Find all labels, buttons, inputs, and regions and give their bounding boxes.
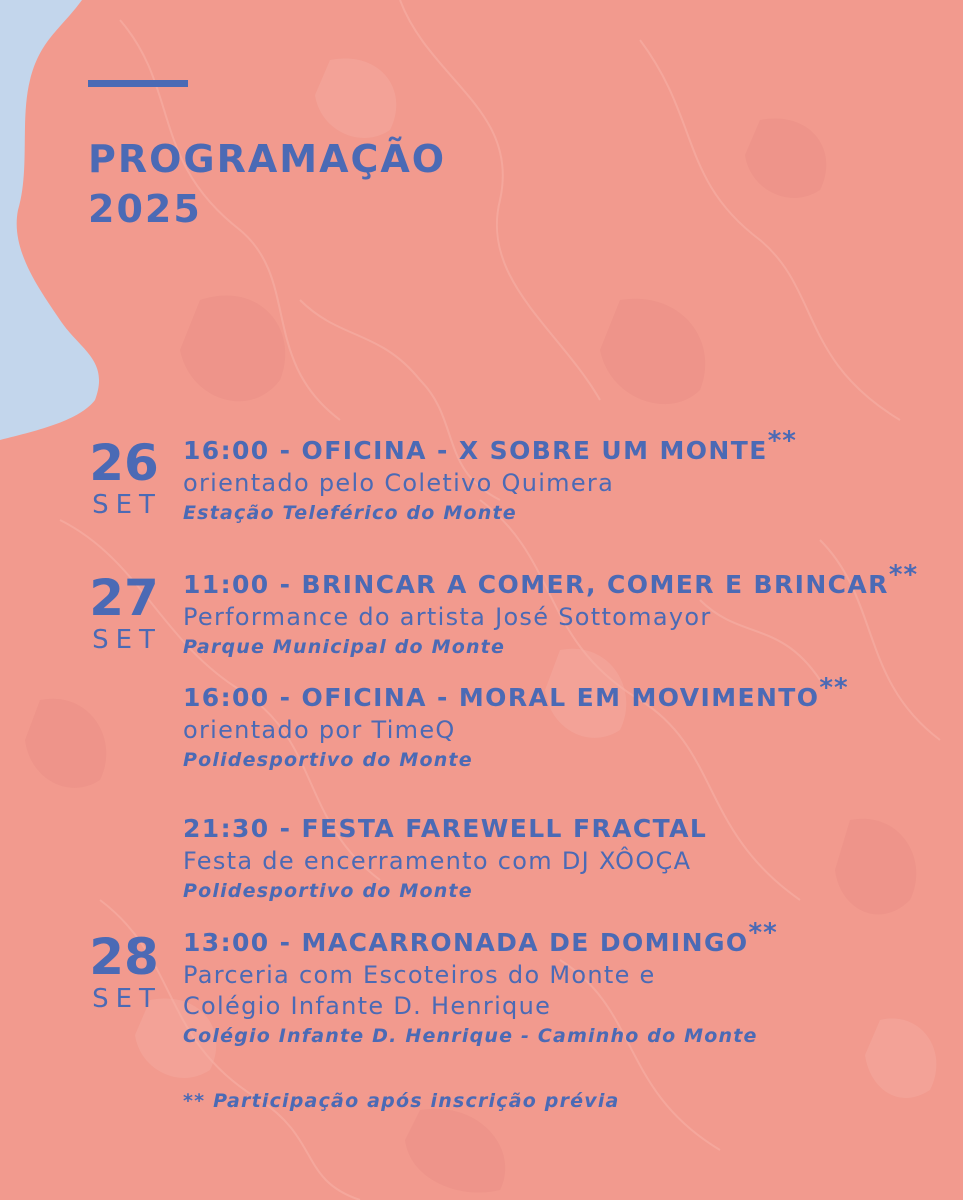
event-location: Estação Teleférico do Monte — [183, 502, 517, 524]
title-line-2: 2025 — [88, 187, 202, 231]
event-festa-farewell-fractal — [183, 812, 707, 905]
event-macarronada-de-domingo — [183, 918, 778, 1050]
event-heading — [183, 426, 797, 468]
event-description: orientado por TimeQ — [183, 716, 456, 744]
event-description-line-1: Parceria com Escoteiros do Monte e — [183, 961, 656, 989]
event-heading-text: 11:00 - BRINCAR A COMER, COMER E BRINCAR — [183, 570, 889, 599]
date-month: SET — [92, 490, 162, 520]
date-month: SET — [92, 625, 162, 655]
registration-marker: ** — [767, 426, 797, 456]
registration-footnote: ** Participação após inscrição prévia — [183, 1090, 620, 1112]
event-heading-text: 16:00 - OFICINA - X SOBRE UM MONTE — [183, 436, 768, 465]
event-heading-text: 16:00 - OFICINA - MORAL EM MOVIMENTO — [183, 683, 820, 712]
event-location: Polidesportivo do Monte — [183, 749, 473, 771]
event-location: Parque Municipal do Monte — [183, 636, 506, 658]
registration-marker: ** — [819, 673, 849, 703]
title-rule — [88, 80, 188, 87]
event-brincar-a-comer — [183, 560, 919, 661]
event-description: orientado pelo Coletivo Quimera — [183, 469, 615, 497]
page-title — [88, 134, 446, 234]
event-location: Colégio Infante D. Henrique - Caminho do Monte — [183, 1025, 758, 1047]
event-heading-text: 21:30 - FESTA FAREWELL FRACTAL — [183, 814, 708, 843]
date-day: 26 — [89, 434, 159, 492]
date-27 — [82, 571, 166, 655]
registration-marker: ** — [748, 918, 778, 948]
registration-marker: ** — [888, 560, 919, 590]
event-description: Festa de encerramento com DJ XÔOÇA — [183, 847, 692, 875]
event-heading — [183, 673, 849, 715]
event-location: Polidesportivo do Monte — [183, 880, 473, 902]
event-x-sobre-um-monte — [183, 426, 797, 527]
date-day: 28 — [89, 928, 159, 986]
sky-corner — [0, 0, 99, 440]
date-26 — [82, 436, 166, 520]
event-heading — [183, 918, 778, 960]
date-day: 27 — [89, 569, 159, 627]
title-line-1: PROGRAMAÇÃO — [88, 137, 447, 181]
event-heading — [183, 560, 919, 602]
event-description: Performance do artista José Sottomayor — [183, 603, 712, 631]
date-month: SET — [92, 984, 162, 1014]
event-heading — [183, 812, 707, 846]
event-moral-em-movimento — [183, 673, 849, 774]
event-heading-text: 13:00 - MACARRONADA DE DOMINGO — [183, 928, 749, 957]
event-description-line-2: Colégio Infante D. Henrique — [183, 992, 552, 1020]
date-28 — [82, 930, 166, 1014]
